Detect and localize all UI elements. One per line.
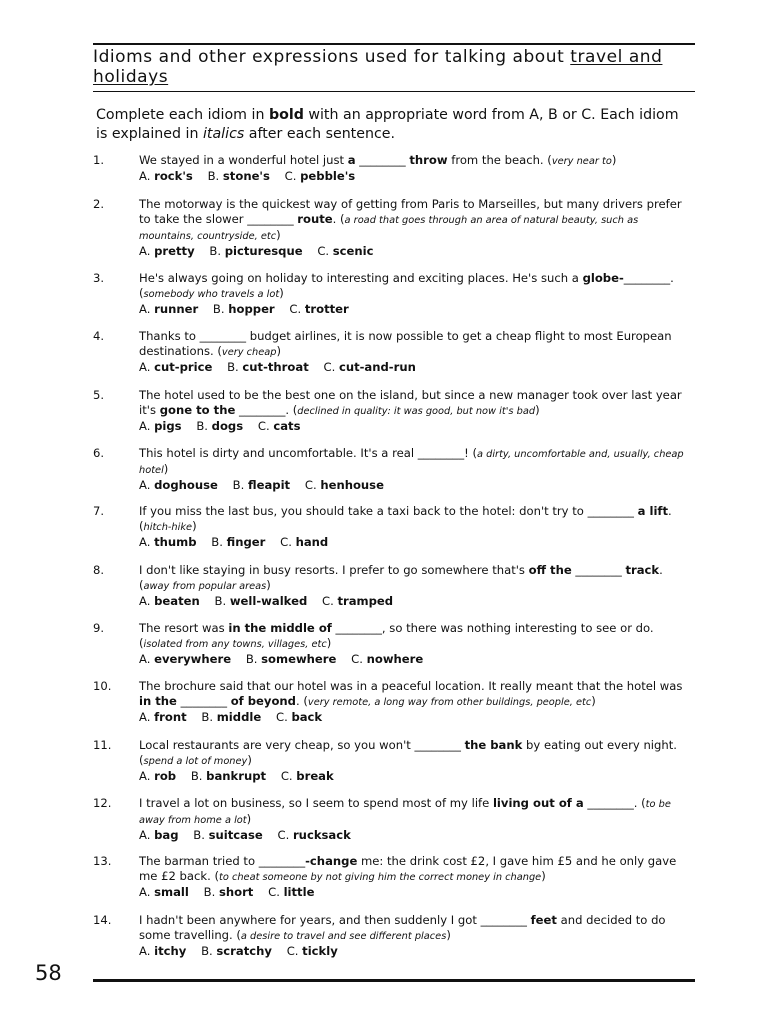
- question-text: I hadn't been anywhere for years, and then suddenly I got ________ feet and decided to do some travelling. (a desire to travel and see different places): [139, 913, 666, 942]
- answer-blank[interactable]: ________: [239, 403, 286, 417]
- answer-options: A. rob B. bankrupt C. break: [139, 769, 334, 783]
- question-4: [93, 329, 695, 375]
- question-13: [93, 854, 695, 900]
- question-14: [93, 913, 695, 959]
- question-number: 7.: [93, 504, 105, 518]
- option-a[interactable]: cut-price: [154, 360, 213, 374]
- question-number: 9.: [93, 621, 105, 635]
- question-number: 11.: [93, 738, 112, 752]
- option-a[interactable]: thumb: [154, 535, 197, 549]
- answer-options: A. itchy B. scratchy C. tickly: [139, 944, 338, 958]
- answer-options: A. runner B. hopper C. trotter: [139, 302, 349, 316]
- question-9: [93, 621, 695, 667]
- question-number: 13.: [93, 854, 112, 868]
- option-a[interactable]: pretty: [154, 244, 195, 258]
- question-number: 12.: [93, 796, 112, 810]
- question-text: The motorway is the quickest way of getting from Paris to Marseilles, but many drivers prefer to take the slower ________ route. (a road that goes through an area of natural beauty, such as mountains, countryside, etc): [139, 197, 682, 242]
- option-b[interactable]: middle: [216, 710, 262, 724]
- option-c[interactable]: little: [283, 885, 315, 899]
- question-number: 14.: [93, 913, 112, 927]
- question-text: The hotel used to be the best one on the island, but since a new manager took over last year it's gone to the ________. (declined in quality: it was good, but now it's bad): [139, 388, 682, 417]
- option-b[interactable]: dogs: [211, 419, 244, 433]
- answer-blank[interactable]: ________: [480, 913, 527, 927]
- instructions-text: Complete each idiom in: [96, 107, 269, 123]
- option-c[interactable]: tramped: [337, 594, 394, 608]
- option-a[interactable]: pigs: [154, 419, 182, 433]
- answer-options: A. pigs B. dogs C. cats: [139, 419, 301, 433]
- question-text: This hotel is dirty and uncomfortable. It's a real ________! (a dirty, uncomfortable and, usually, cheap hotel): [139, 446, 684, 476]
- answer-blank[interactable]: ________: [180, 694, 227, 708]
- option-b[interactable]: well-walked: [229, 594, 308, 608]
- question-number: 5.: [93, 388, 105, 402]
- question-text: Local restaurants are very cheap, so you won't ________ the bank by eating out every night. (spend a lot of money): [139, 738, 677, 767]
- option-a[interactable]: rob: [154, 769, 177, 783]
- question-text: Thanks to ________ budget airlines, it is now possible to get a cheap flight to most European destinations. (very cheap): [139, 329, 672, 358]
- option-c[interactable]: nowhere: [366, 652, 424, 666]
- title-text: Idioms and other expressions used for talking about: [93, 47, 571, 67]
- question-6: [93, 446, 695, 493]
- option-b[interactable]: hopper: [228, 302, 275, 316]
- question-11: [93, 738, 695, 784]
- answer-options: A. beaten B. well-walked C. tramped: [139, 594, 394, 608]
- question-number: 8.: [93, 563, 105, 577]
- question-12: [93, 796, 695, 843]
- question-number: 10.: [93, 679, 112, 693]
- option-a[interactable]: itchy: [154, 944, 187, 958]
- option-b[interactable]: cut-throat: [242, 360, 309, 374]
- answer-blank[interactable]: ________: [335, 621, 382, 635]
- option-b[interactable]: fleapit: [248, 478, 291, 492]
- page-number: 58: [35, 961, 62, 985]
- answer-options: A. bag B. suitcase C. rucksack: [139, 828, 351, 842]
- answer-blank[interactable]: ________: [247, 212, 294, 226]
- question-1: [93, 153, 695, 184]
- option-a[interactable]: everywhere: [154, 652, 232, 666]
- answer-blank[interactable]: ________: [587, 796, 634, 810]
- question-7: [93, 504, 695, 550]
- option-a[interactable]: bag: [154, 828, 179, 842]
- question-8: [93, 563, 695, 609]
- answer-options: A. rock's B. stone's C. pebble's: [139, 169, 356, 183]
- question-text: The brochure said that our hotel was in a peaceful location. It really meant that the hotel was in the ________ of beyond. (very remote, a long way from other buildings, people, etc): [139, 679, 683, 708]
- instructions-text: after each sentence.: [244, 126, 396, 142]
- question-text: He's always going on holiday to interesting and exciting places. He's such a globe-________. (somebody who travels a lot): [139, 271, 674, 300]
- option-c[interactable]: cats: [273, 419, 301, 433]
- option-b[interactable]: somewhere: [261, 652, 337, 666]
- answer-blank[interactable]: ________: [359, 153, 406, 167]
- option-c[interactable]: scenic: [332, 244, 374, 258]
- option-a[interactable]: front: [154, 710, 187, 724]
- top-rule: [93, 43, 695, 45]
- answer-blank[interactable]: ________: [623, 271, 671, 285]
- option-b[interactable]: finger: [226, 535, 266, 549]
- question-text: I travel a lot on business, so I seem to spend most of my life living out of a ________. (to be away from home a lot): [139, 796, 671, 826]
- option-a[interactable]: beaten: [154, 594, 200, 608]
- option-c[interactable]: tickly: [302, 944, 338, 958]
- question-number: 3.: [93, 271, 105, 285]
- option-c[interactable]: hand: [295, 535, 329, 549]
- question-text: The resort was in the middle of ________, so there was nothing interesting to see or do. (isolated from any towns, villages, etc): [139, 621, 654, 650]
- question-number: 1.: [93, 153, 105, 167]
- question-text: I don't like staying in busy resorts. I prefer to go somewhere that's off the ________ track. (away from popular areas): [139, 563, 663, 592]
- answer-options: A. front B. middle C. back: [139, 710, 323, 724]
- option-c[interactable]: back: [291, 710, 323, 724]
- option-b[interactable]: bankrupt: [206, 769, 267, 783]
- option-b[interactable]: stone's: [222, 169, 270, 183]
- instructions-italic-word: italics: [202, 126, 245, 142]
- answer-blank[interactable]: ________: [587, 504, 634, 518]
- answer-options: A. doghouse B. fleapit C. henhouse: [139, 478, 384, 492]
- answer-blank[interactable]: ________: [199, 329, 247, 343]
- option-c[interactable]: cut-and-run: [338, 360, 416, 374]
- option-b[interactable]: scratchy: [216, 944, 272, 958]
- answer-blank[interactable]: ________: [417, 446, 465, 460]
- option-c[interactable]: break: [296, 769, 334, 783]
- answer-options: A. small B. short C. little: [139, 885, 315, 899]
- answer-options: A. pretty B. picturesque C. scenic: [139, 244, 374, 258]
- title-topic: travel and holidays: [93, 47, 663, 87]
- question-5: [93, 388, 695, 434]
- answer-blank[interactable]: ________: [575, 563, 622, 577]
- option-b[interactable]: short: [218, 885, 254, 899]
- question-3: [93, 271, 695, 317]
- option-b[interactable]: suitcase: [208, 828, 263, 842]
- option-c[interactable]: henhouse: [320, 478, 384, 492]
- answer-options: A. cut-price B. cut-throat C. cut-and-run: [139, 360, 416, 374]
- answer-options: A. thumb B. finger C. hand: [139, 535, 329, 549]
- question-number: 2.: [93, 197, 105, 211]
- question-text: The barman tried to ________-change me: the drink cost £2, I gave him £5 and he only gave me £2 back. (to cheat someone by not giving him the correct money in change): [139, 854, 677, 883]
- question-2: [93, 197, 695, 259]
- option-a[interactable]: rock's: [154, 169, 193, 183]
- question-10: [93, 679, 695, 725]
- instructions-text: with an appropriate word from A, B or C. Each idiom is explained in: [96, 107, 679, 142]
- instructions-bold-word: bold: [268, 107, 304, 123]
- question-text: We stayed in a wonderful hotel just a ________ throw from the beach. (very near to): [139, 153, 617, 167]
- bottom-rule: [93, 979, 695, 982]
- option-a[interactable]: doghouse: [154, 478, 218, 492]
- question-number: 6.: [93, 446, 105, 460]
- answer-blank[interactable]: ________: [258, 854, 306, 868]
- option-a[interactable]: runner: [154, 302, 199, 316]
- option-a[interactable]: small: [154, 885, 189, 899]
- option-c[interactable]: trotter: [304, 302, 349, 316]
- answer-options: A. everywhere B. somewhere C. nowhere: [139, 652, 424, 666]
- option-c[interactable]: rucksack: [292, 828, 351, 842]
- title-rule: [93, 91, 695, 92]
- option-b[interactable]: picturesque: [224, 244, 303, 258]
- instructions: [96, 106, 694, 144]
- option-c[interactable]: pebble's: [300, 169, 356, 183]
- question-text: If you miss the last bus, you should take a taxi back to the hotel: don't try to ________ a lift. (hitch-hike): [139, 504, 672, 533]
- question-number: 4.: [93, 329, 105, 343]
- answer-blank[interactable]: ________: [414, 738, 461, 752]
- page-title: [93, 47, 693, 87]
